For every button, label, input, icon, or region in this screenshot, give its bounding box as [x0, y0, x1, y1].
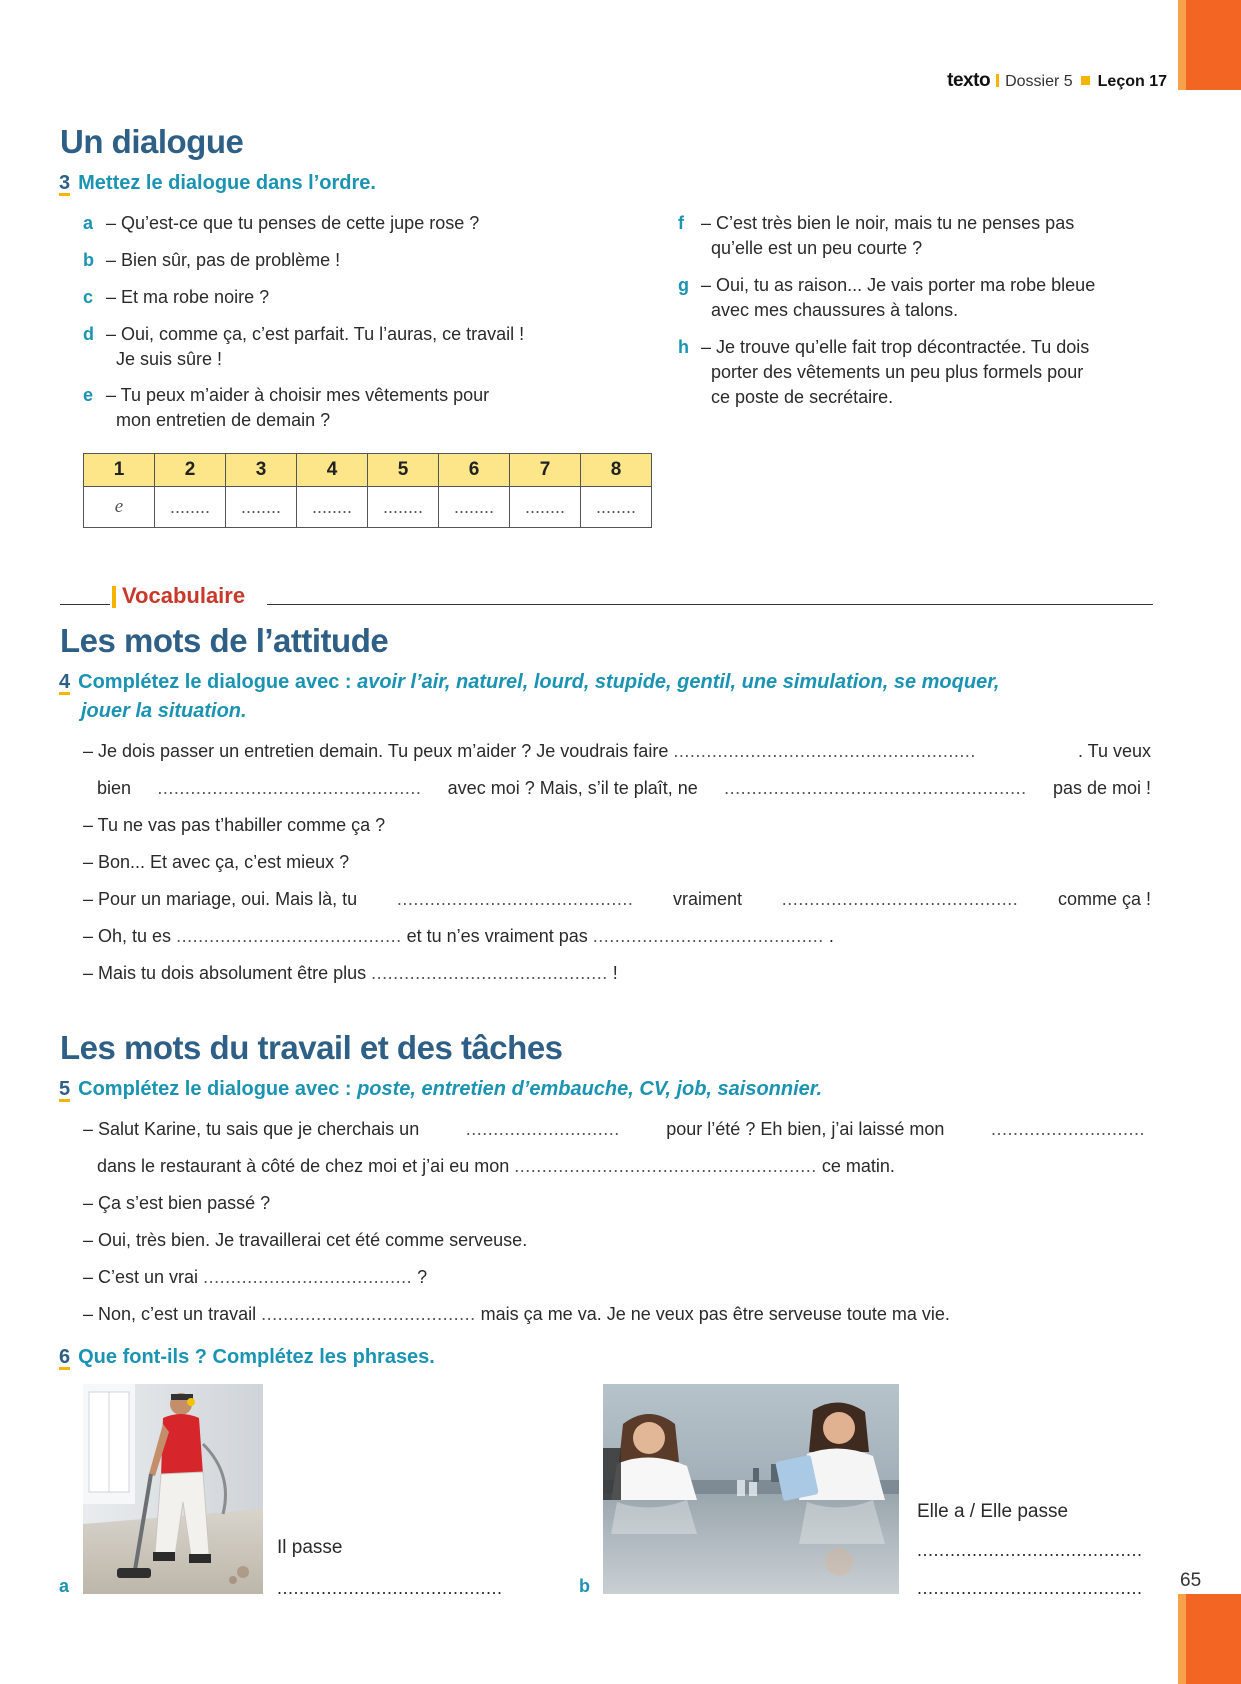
item-letter: f: [678, 213, 684, 233]
blank-field[interactable]: .........................................: [176, 926, 402, 946]
line-text: avec moi ? Mais, s’il te plaît, ne: [447, 778, 698, 798]
order-table-header-row: [84, 454, 652, 487]
blank-field[interactable]: ......................................: [203, 1267, 413, 1287]
order-answer-cell[interactable]: ........: [368, 487, 439, 528]
section-title-dialogue: Un dialogue: [60, 123, 244, 160]
item-letter: e: [83, 385, 94, 405]
running-header: [947, 70, 1167, 92]
exercise-6-heading: [59, 1346, 435, 1370]
exercise-instruction: Que font-ils ? Complétez les phrases.: [78, 1346, 435, 1368]
order-header-cell: 4: [297, 454, 368, 487]
blank-field[interactable]: ............................: [465, 1119, 620, 1139]
item-text: – Et ma robe noire ?: [106, 287, 270, 307]
item-text-cont: avec mes chaussures à talons.: [701, 300, 959, 320]
dialogue-line: [83, 739, 1151, 764]
line-text: comme ça !: [1057, 889, 1151, 909]
item-text: – Tu peux m’aider à choisir mes vêtements pour: [106, 385, 490, 405]
blank-field[interactable]: .......................................: [261, 1304, 476, 1324]
line-text: dans le restaurant à côté de chez moi et j’ai eu mon: [97, 1156, 510, 1176]
item-text-cont: mon entretien de demain ?: [106, 410, 331, 430]
blank-field[interactable]: ..........................................: [592, 926, 824, 946]
item-letter: h: [678, 337, 689, 357]
section-title-attitude: Les mots de l’attitude: [60, 622, 389, 659]
exercise-4-word-list-cont: jouer la situation.: [81, 700, 247, 722]
photo-job-interview: [603, 1384, 899, 1594]
vocabulaire-label: Vocabulaire: [122, 583, 246, 608]
blank-field-b2[interactable]: .........................................: [917, 1578, 1143, 1598]
line-text: – Salut Karine, tu sais que je cherchais un: [83, 1119, 420, 1139]
caption-b: Elle a / Elle passe: [917, 1501, 1069, 1522]
line-text: . Tu veux: [1077, 741, 1151, 761]
exercise-number: 4: [59, 671, 71, 693]
item-text: – Qu’est-ce que tu penses de cette jupe rose ?: [106, 213, 480, 233]
line-text: – C’est un vrai: [83, 1267, 199, 1287]
order-answer-cell[interactable]: ........: [581, 487, 652, 528]
dialogue-line: [97, 776, 1151, 801]
order-answer-cell[interactable]: ........: [439, 487, 510, 528]
blank-field[interactable]: ...........................................: [396, 889, 634, 909]
line-text: !: [612, 963, 618, 983]
item-letter: a: [83, 213, 94, 233]
blank-field[interactable]: .......................................................: [673, 741, 976, 761]
item-letter: d: [83, 324, 94, 344]
item-text-cont: ce poste de secrétaire.: [701, 387, 894, 407]
line-text: – Non, c’est un travail: [83, 1304, 257, 1324]
line-text: – Mais tu dois absolument être plus: [83, 963, 367, 983]
order-header-cell: 6: [439, 454, 510, 487]
page-tab-top-stripe: [1178, 0, 1186, 90]
vocab-bar-icon: [112, 586, 116, 608]
exercise-4-heading: [59, 671, 999, 695]
blank-field[interactable]: .......................................................: [724, 778, 1027, 798]
blank-field[interactable]: ............................: [990, 1119, 1145, 1139]
order-header-cell: 1: [84, 454, 155, 487]
item-letter: c: [83, 287, 94, 307]
dialogue-line: [83, 1302, 950, 1327]
order-header-cell: 3: [226, 454, 297, 487]
dialogue-line: [97, 1154, 895, 1179]
order-answer-cell[interactable]: ........: [510, 487, 581, 528]
dialogue-line: [83, 887, 1151, 912]
header-dossier: Dossier 5: [1005, 73, 1073, 90]
blank-field-a[interactable]: .........................................: [277, 1578, 503, 1598]
blank-field[interactable]: ...........................................: [371, 963, 608, 983]
exercise-3-heading: [59, 172, 376, 196]
order-header-cell: 7: [510, 454, 581, 487]
exercise-5-heading: [59, 1078, 822, 1102]
photo-label-b: b: [579, 1576, 590, 1596]
header-lecon: Leçon 17: [1097, 73, 1167, 90]
header-bar-icon: [996, 74, 999, 87]
line-text: – Je dois passer un entretien demain. Tu peux m’aider ? Je voudrais faire: [83, 741, 669, 761]
line-text: et tu n’es vraiment pas: [406, 926, 588, 946]
dialogue-line: – Ça s’est bien passé ?: [83, 1193, 271, 1213]
dialogue-line: [83, 924, 834, 949]
exercise-word-list: poste, entretien d’embauche, CV, job, saisonnier.: [357, 1078, 823, 1100]
vacuum-photo-illustration: [83, 1384, 263, 1594]
page-tab-bottom: [1178, 1594, 1241, 1684]
order-table-answer-row: [84, 487, 652, 528]
section-title-travail: Les mots du travail et des tâches: [60, 1029, 563, 1066]
exercise-instruction: Complétez le dialogue avec :: [78, 1078, 358, 1100]
item-text: – Oui, tu as raison... Je vais porter ma robe bleue: [701, 275, 1096, 295]
order-answer-cell[interactable]: ........: [226, 487, 297, 528]
item-text: – Je trouve qu’elle fait trop décontractée. Tu dois: [701, 337, 1090, 357]
item-letter: g: [678, 275, 689, 295]
header-square-icon: [1081, 76, 1090, 85]
exercise-number: 6: [59, 1346, 71, 1368]
dialogue-line: – Tu ne vas pas t’habiller comme ça ?: [83, 815, 386, 835]
line-text: vraiment: [673, 889, 743, 909]
brand-logo: texto: [947, 70, 991, 91]
exercise-number: 3: [59, 172, 71, 194]
caption-a: Il passe: [277, 1537, 343, 1558]
order-header-cell: 5: [368, 454, 439, 487]
line-text: mais ça me va. Je ne veux pas être serveuse toute ma vie.: [480, 1304, 950, 1324]
divider-line-left: [60, 604, 110, 605]
item-letter: b: [83, 250, 94, 270]
order-header-cell: 8: [581, 454, 652, 487]
dialogue-line: [83, 961, 618, 986]
dialogue-line: – Oui, très bien. Je travaillerai cet été comme serveuse.: [83, 1230, 528, 1250]
exercise-instruction: Mettez le dialogue dans l’ordre.: [78, 172, 376, 194]
dialogue-line: – Bon... Et avec ça, c’est mieux ?: [83, 852, 350, 872]
page-number: 65: [1180, 1570, 1202, 1591]
line-text: pas de moi !: [1052, 778, 1151, 798]
exercise-instruction: Complétez le dialogue avec :: [78, 671, 358, 693]
order-answer-cell[interactable]: ........: [297, 487, 368, 528]
line-text: .: [828, 926, 834, 946]
interview-photo-illustration: [603, 1384, 899, 1594]
photo-man-vacuuming: [83, 1384, 263, 1594]
line-text: ce matin.: [821, 1156, 895, 1176]
order-header-cell: 2: [155, 454, 226, 487]
exercise-number: 5: [59, 1078, 71, 1100]
page-tab-top: [1178, 0, 1241, 90]
blank-field[interactable]: .......................................................: [514, 1156, 817, 1176]
blank-field[interactable]: ...........................................: [781, 889, 1019, 909]
line-text: – Pour un mariage, oui. Mais là, tu: [83, 889, 358, 909]
line-text: pour l’été ? Eh bien, j’ai laissé mon: [666, 1119, 945, 1139]
page-tab-bottom-stripe: [1178, 1594, 1186, 1684]
dialogue-line: [83, 1117, 1145, 1142]
item-text-cont: porter des vêtements un peu plus formels pour: [701, 362, 1084, 382]
divider-line-right: [267, 604, 1153, 605]
item-text: – Oui, comme ça, c’est parfait. Tu l’auras, ce travail !: [106, 324, 525, 344]
exercise-word-list: avoir l’air, naturel, lourd, stupide, gentil, une simulation, se moquer,: [357, 671, 1000, 693]
item-text: – C’est très bien le noir, mais tu ne penses pas: [701, 213, 1075, 233]
dialogue-line: [83, 1265, 427, 1290]
photo-label-a: a: [59, 1576, 70, 1596]
order-answer-cell: e: [84, 487, 155, 528]
line-text: ?: [417, 1267, 428, 1287]
item-text-cont: Je suis sûre !: [106, 349, 223, 369]
order-answer-cell[interactable]: ........: [155, 487, 226, 528]
line-text: bien: [97, 778, 132, 798]
order-table: [83, 453, 652, 528]
blank-field[interactable]: ................................................: [157, 778, 422, 798]
blank-field-b1[interactable]: .........................................: [917, 1540, 1143, 1560]
line-text: – Oh, tu es: [83, 926, 172, 946]
item-text-cont: qu’elle est un peu courte ?: [701, 238, 923, 258]
item-text: – Bien sûr, pas de problème !: [106, 250, 341, 270]
